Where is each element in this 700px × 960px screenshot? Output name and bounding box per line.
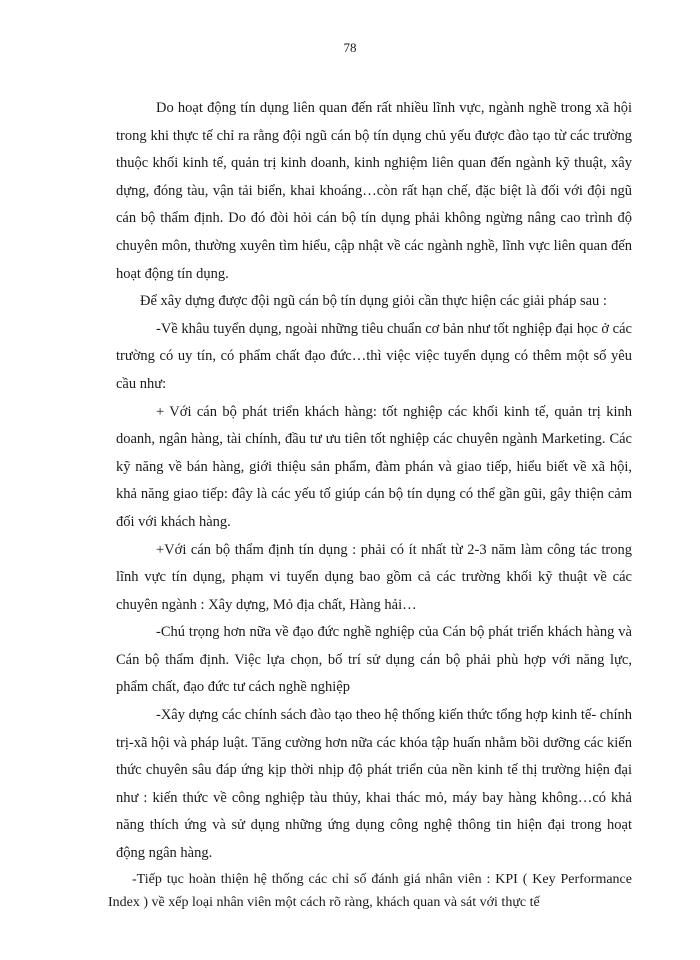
paragraph-kpi: -Tiếp tục hoàn thiện hệ thống các chỉ số đánh giá nhân viên : KPI ( Key Performance Index ) về xếp loại nhân viên một cách rõ ràng, khách quan và sát với thực tế bbox=[108, 871, 632, 910]
paragraph-training-policy: -Xây dựng các chính sách đào tạo theo hệ thống kiến thức tổng hợp kinh tế- chính trị-xã hội và pháp luật. Tăng cường hơn nữa các khóa tập huấn nhằm bồi dưỡng các kiến thức chuyên sâu đáp ứng kịp thời nhịp độ phát triển của nền kinh tế thị trường hiện đại như : kiến thức về công nghiệp tàu thủy, khai thác mỏ, máy bay hàng không…có khả năng thích ứng và sử dụng những ứng dụng công nghệ thông tin hiện đại trong hoạt động ngân hàng. bbox=[116, 707, 632, 862]
paragraph-recruitment: -Về khâu tuyển dụng, ngoài những tiêu chuẩn cơ bản như tốt nghiệp đại học ở các trường có uy tín, có phẩm chất đạo đức…thì việc việc tuyển dụng có thêm một số yêu cầu như: bbox=[116, 320, 632, 392]
paragraph-credit-context: Do hoạt động tín dụng liên quan đến rất nhiều lĩnh vực, ngành nghề trong xã hội trong khi thực tế chỉ ra rằng đội ngũ cán bộ tín dụng chủ yếu được đào tạo từ các trường thuộc khối kinh tế, quản trị kinh doanh, kinh nghiệm liên quan đến ngành kỹ thuật, xây dựng, đóng tàu, vận tải biển, khai khoáng…còn rất hạn chế, đặc biệt là đối với đội ngũ cán bộ thẩm định. Do đó đòi hỏi cán bộ tín dụng phải không ngừng nâng cao trình độ chuyên môn, thường xuyên tìm hiểu, cập nhật về các ngành nghề, lĩnh vực liên quan đến hoạt động tín dụng. bbox=[116, 100, 632, 282]
paragraph-appraisal-staff: +Với cán bộ thẩm định tín dụng : phải có ít nhất từ 2-3 năm làm công tác trong lĩnh vực tín dụng, phạm vi tuyển dụng bao gồm cả các trường khối kỹ thuật về các chuyên ngành : Xây dựng, Mỏ địa chất, Hàng hải… bbox=[116, 541, 632, 613]
page-number: 78 bbox=[343, 40, 357, 55]
paragraph-solutions-intro: Để xây dựng được đội ngũ cán bộ tín dụng giỏi cần thực hiện các giải pháp sau : bbox=[140, 293, 607, 310]
paragraph-professional-ethics: -Chú trọng hơn nữa về đạo đức nghề nghiệp của Cán bộ phát triển khách hàng và Cán bộ thẩm định. Việc lựa chọn, bố trí sử dụng cán bộ phải phù hợp với năng lực, phẩm chất, đạo đức tư cách nghề nghiệp bbox=[116, 624, 632, 696]
document-body bbox=[108, 95, 632, 914]
paragraph-customer-staff: + Với cán bộ phát triển khách hàng: tốt nghiệp các khối kinh tế, quản trị kinh doanh, ngân hàng, tài chính, đầu tư ưu tiên tốt nghiệp các chuyên ngành Marketing. Các kỹ năng về bán hàng, giới thiệu sản phẩm, đàm phán và giao tiếp, hiểu biết về xã hội, khả năng giao tiếp: đây là các yếu tố giúp cán bộ tín dụng có thể gần gũi, gây thiện cảm đối với khách hàng. bbox=[116, 403, 632, 530]
